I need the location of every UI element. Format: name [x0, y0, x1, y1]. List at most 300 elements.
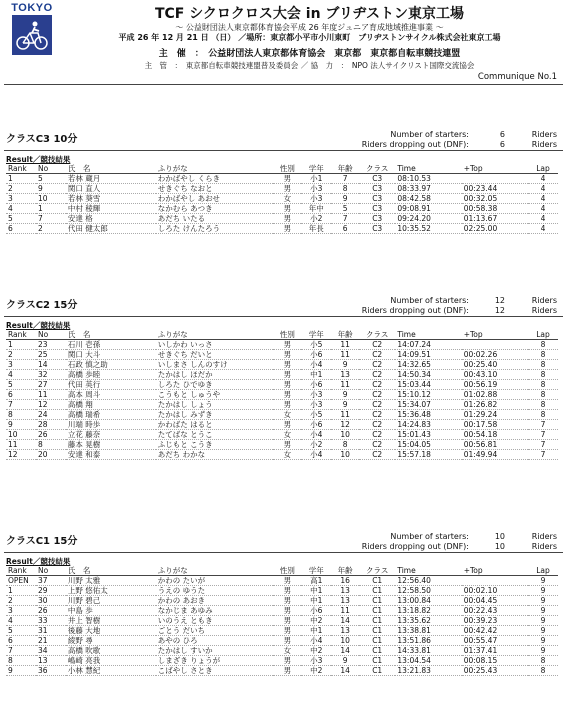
cell-age: 7: [331, 174, 359, 184]
cell-plus-top: [462, 174, 528, 184]
cell-rank: 6: [6, 636, 36, 646]
riders-unit: Riders: [531, 140, 557, 149]
cell-rank: 4: [6, 204, 36, 214]
cell-gender: 男: [273, 204, 301, 214]
column-header-class: クラス: [359, 330, 395, 340]
cell-grade: 小3: [301, 656, 331, 666]
cell-age: 6: [331, 224, 359, 234]
cell-time: 14:24.83: [395, 420, 461, 430]
cell-no: 30: [36, 596, 66, 606]
cell-time: 13:21.83: [395, 666, 461, 676]
cell-name: 川野 碧己: [66, 596, 156, 606]
cell-rank: 6: [6, 224, 36, 234]
cell-name: 藤本 晃樹: [66, 440, 156, 450]
cell-gender: 男: [273, 626, 301, 636]
column-header-kana: ふりがな: [156, 330, 274, 340]
cell-age: 9: [331, 400, 359, 410]
cell-time: 08:42.58: [395, 194, 461, 204]
cell-name: 関口 大斗: [66, 350, 156, 360]
cell-age: 9: [331, 360, 359, 370]
cell-lap: 7: [528, 420, 558, 430]
cell-age: 14: [331, 666, 359, 676]
cell-rank: 1: [6, 340, 36, 350]
cell-no: 37: [36, 576, 66, 586]
cell-grade: 小6: [301, 606, 331, 616]
cell-grade: 中1: [301, 626, 331, 636]
cell-gender: 男: [273, 606, 301, 616]
cell-plus-top: 00:39.23: [462, 616, 528, 626]
cell-gender: 男: [273, 666, 301, 676]
table-row: [6, 430, 558, 440]
cell-gender: 男: [273, 224, 301, 234]
cell-kana: かわの あおき: [156, 596, 274, 606]
cell-plus-top: 02:25.00: [462, 224, 528, 234]
cell-rank: 2: [6, 350, 36, 360]
column-header-age: 年齢: [331, 330, 359, 340]
cell-kana: わかばやし くらき: [156, 174, 274, 184]
cell-kana: いしかわ いっさ: [156, 340, 274, 350]
cell-grade: 小6: [301, 420, 331, 430]
column-header-age: 年齢: [331, 566, 359, 576]
cell-rank: 9: [6, 666, 36, 676]
cell-class: C1: [359, 636, 395, 646]
result-label: Result／競技結果: [6, 557, 71, 566]
table-header-row: [6, 566, 558, 576]
starters-label: Number of starters:: [390, 532, 469, 541]
table-row: [6, 626, 558, 636]
cell-lap: 9: [528, 596, 558, 606]
cell-rank: 3: [6, 360, 36, 370]
header-divider: [4, 84, 563, 85]
table-row: [6, 174, 558, 184]
date-venue: 平成 26 年 12 月 21 日 （日） ／場所：東京都小平市小川東町 ブリヂストンサイクル株式会社東京工場: [118, 33, 501, 42]
table-row: [6, 616, 558, 626]
cell-name: 高橋 瑞希: [66, 410, 156, 420]
cell-grade: 小3: [301, 390, 331, 400]
cell-kana: うえの ゆうた: [156, 586, 274, 596]
cell-class: C2: [359, 420, 395, 430]
cell-gender: 男: [273, 616, 301, 626]
column-header-rank: Rank: [6, 566, 36, 576]
column-header-name: 氏 名: [66, 164, 156, 174]
cell-kana: なかむら あつき: [156, 204, 274, 214]
table-row: [6, 370, 558, 380]
cell-rank: 8: [6, 410, 36, 420]
cell-plus-top: 00:25.43: [462, 666, 528, 676]
cell-time: 15:57.18: [395, 450, 461, 460]
cell-rank: 9: [6, 420, 36, 430]
cell-no: 31: [36, 626, 66, 636]
cell-kana: ごとう だいち: [156, 626, 274, 636]
cell-class: C2: [359, 400, 395, 410]
cell-kana: たてばな とうこ: [156, 430, 274, 440]
cell-kana: せきぐち なおと: [156, 184, 274, 194]
cell-class: C2: [359, 370, 395, 380]
cell-gender: 女: [273, 194, 301, 204]
cell-lap: 7: [528, 430, 558, 440]
cell-age: 13: [331, 370, 359, 380]
cell-time: 15:04.05: [395, 440, 461, 450]
cell-age: 9: [331, 656, 359, 666]
cell-rank: 1: [6, 174, 36, 184]
cell-time: 13:51.86: [395, 636, 461, 646]
cell-plus-top: 00:56.81: [462, 440, 528, 450]
organizers: 主 催 ： 公益財団法人東京都体育協会 東京都 東京都自転車競技連盟: [158, 49, 461, 59]
cell-grade: 中2: [301, 646, 331, 656]
cell-time: 14:32.65: [395, 360, 461, 370]
cell-time: 14:07.24: [395, 340, 461, 350]
cell-name: 井上 智樹: [66, 616, 156, 626]
cell-age: 12: [331, 420, 359, 430]
table-row: [6, 194, 558, 204]
column-header-grade: 学年: [301, 164, 331, 174]
cell-rank: 8: [6, 656, 36, 666]
column-header-rank: Rank: [6, 330, 36, 340]
cell-age: 11: [331, 350, 359, 360]
cell-grade: 小5: [301, 410, 331, 420]
cell-rank: 5: [6, 214, 36, 224]
table-row: [6, 596, 558, 606]
cell-class: C1: [359, 596, 395, 606]
table-row: [6, 586, 558, 596]
cell-no: 33: [36, 616, 66, 626]
cell-no: 24: [36, 410, 66, 420]
cell-class: C1: [359, 666, 395, 676]
starters-line: [257, 130, 557, 140]
cell-name: 中村 稜輝: [66, 204, 156, 214]
cell-rank: 3: [6, 606, 36, 616]
cell-grade: 小4: [301, 450, 331, 460]
cell-lap: 8: [528, 390, 558, 400]
cell-rank: 4: [6, 616, 36, 626]
dnf-count: 10: [494, 542, 505, 551]
cell-rank: 11: [6, 440, 36, 450]
cell-plus-top: 00:56.19: [462, 380, 528, 390]
cell-plus-top: [462, 340, 528, 350]
cell-plus-top: 00:23.44: [462, 184, 528, 194]
cell-gender: 男: [273, 596, 301, 606]
table-row: [6, 360, 558, 370]
cell-gender: 男: [273, 586, 301, 596]
cell-gender: 男: [273, 390, 301, 400]
starters-line: [257, 296, 557, 306]
column-header-no: No: [36, 330, 66, 340]
cell-plus-top: 00:22.43: [462, 606, 528, 616]
cell-time: 15:03.44: [395, 380, 461, 390]
cell-grade: 小3: [301, 400, 331, 410]
cell-name: 立花 藤奈: [66, 430, 156, 440]
cell-lap: 4: [528, 224, 558, 234]
cell-no: 34: [36, 646, 66, 656]
cell-age: 13: [331, 586, 359, 596]
cell-lap: 4: [528, 194, 558, 204]
cell-kana: あだち わかな: [156, 450, 274, 460]
logo-text: TOKYO: [11, 2, 53, 14]
cell-age: 10: [331, 636, 359, 646]
cell-kana: いのうえ ともき: [156, 616, 274, 626]
cell-name: 小林 慧紀: [66, 666, 156, 676]
table-row: [6, 214, 558, 224]
cell-grade: 中2: [301, 616, 331, 626]
cell-time: 13:04.54: [395, 656, 461, 666]
class-title: クラスC3 10分: [6, 134, 78, 145]
cell-name: 石政 慎之助: [66, 360, 156, 370]
event-subtitle: ～ 公益財団法人東京都体育協会平成 26 年度ジュニア育成地域推進事業 ～: [175, 23, 444, 32]
starters-count: 6: [499, 130, 505, 139]
cell-no: 11: [36, 390, 66, 400]
cell-time: 08:33.97: [395, 184, 461, 194]
column-header-name: 氏 名: [66, 566, 156, 576]
cell-rank: 1: [6, 586, 36, 596]
cell-age: 13: [331, 626, 359, 636]
cell-age: 7: [331, 214, 359, 224]
cell-class: C2: [359, 440, 395, 450]
cell-no: 1: [36, 204, 66, 214]
cell-plus-top: [462, 576, 528, 586]
cell-lap: 8: [528, 400, 558, 410]
cell-kana: たかはし しょう: [156, 400, 274, 410]
cell-time: 14:09.51: [395, 350, 461, 360]
starters-count: 12: [494, 296, 505, 305]
cell-name: 若林 葵雪: [66, 194, 156, 204]
result-label: Result／競技結果: [6, 321, 71, 330]
cell-time: 12:56.40: [395, 576, 461, 586]
cell-time: 15:01.43: [395, 430, 461, 440]
cell-name: 代田 英行: [66, 380, 156, 390]
cell-lap: 9: [528, 576, 558, 586]
cell-age: 11: [331, 380, 359, 390]
cell-plus-top: 00:42.42: [462, 626, 528, 636]
cell-plus-top: 01:37.41: [462, 646, 528, 656]
cell-grade: 年長: [301, 224, 331, 234]
cell-time: 08:10.53: [395, 174, 461, 184]
column-header-grade: 学年: [301, 566, 331, 576]
cell-rank: 2: [6, 184, 36, 194]
cell-no: 12: [36, 400, 66, 410]
cell-class: C3: [359, 194, 395, 204]
cell-time: 13:35.62: [395, 616, 461, 626]
cell-class: C1: [359, 626, 395, 636]
results-table: [6, 164, 558, 234]
cell-no: 28: [36, 420, 66, 430]
cell-grade: 小3: [301, 194, 331, 204]
table-header-row: [6, 164, 558, 174]
cell-plus-top: 00:02.10: [462, 586, 528, 596]
cell-gender: 女: [273, 430, 301, 440]
cell-kana: かわばた はると: [156, 420, 274, 430]
starters-line: [257, 532, 557, 542]
cell-kana: ふじもと こうき: [156, 440, 274, 450]
cell-age: 5: [331, 204, 359, 214]
cell-time: 14:50.34: [395, 370, 461, 380]
column-header-time: Time: [395, 164, 461, 174]
cell-rank: 10: [6, 430, 36, 440]
cell-class: C2: [359, 410, 395, 420]
cell-grade: 小1: [301, 174, 331, 184]
dnf-count: 6: [499, 140, 505, 149]
table-row: [6, 340, 558, 350]
cell-lap: 4: [528, 174, 558, 184]
cell-plus-top: 00:54.18: [462, 430, 528, 440]
class-title: クラスC2 15分: [6, 300, 78, 311]
cell-name: 代田 健太郎: [66, 224, 156, 234]
table-row: [6, 606, 558, 616]
riders-unit: Riders: [531, 130, 557, 139]
cell-lap: 7: [528, 440, 558, 450]
cell-lap: 9: [528, 586, 558, 596]
cell-plus-top: 01:02.88: [462, 390, 528, 400]
cell-class: C3: [359, 184, 395, 194]
cell-time: 10:35.52: [395, 224, 461, 234]
column-header-gender: 性別: [273, 164, 301, 174]
cell-name: 石川 壱孫: [66, 340, 156, 350]
starters-label: Number of starters:: [390, 130, 469, 139]
column-header-lap: Lap: [528, 164, 558, 174]
cell-no: 7: [36, 214, 66, 224]
cell-gender: 男: [273, 214, 301, 224]
table-row: [6, 224, 558, 234]
cell-grade: 小6: [301, 380, 331, 390]
column-header-rank: Rank: [6, 164, 36, 174]
cell-age: 11: [331, 340, 359, 350]
cell-grade: 小4: [301, 636, 331, 646]
cell-lap: 7: [528, 450, 558, 460]
cell-grade: 中1: [301, 370, 331, 380]
table-row: [6, 400, 558, 410]
column-header-plus-top: +Top: [462, 330, 528, 340]
cell-time: 13:00.84: [395, 596, 461, 606]
cell-no: 9: [36, 184, 66, 194]
cell-kana: しろた けんたろう: [156, 224, 274, 234]
column-header-time: Time: [395, 330, 461, 340]
cell-gender: 男: [273, 340, 301, 350]
cell-grade: 小2: [301, 440, 331, 450]
cell-class: C3: [359, 204, 395, 214]
cell-kana: あだち いたる: [156, 214, 274, 224]
cell-kana: こうもと しゅうや: [156, 390, 274, 400]
table-row: [6, 666, 558, 676]
cell-no: 32: [36, 370, 66, 380]
cell-plus-top: 01:29.24: [462, 410, 528, 420]
cyclist-icon: [12, 15, 52, 55]
cell-gender: 男: [273, 370, 301, 380]
cell-grade: 小4: [301, 360, 331, 370]
cell-kana: こばやし さとき: [156, 666, 274, 676]
cell-class: C2: [359, 340, 395, 350]
cell-age: 8: [331, 440, 359, 450]
cell-gender: 男: [273, 350, 301, 360]
riders-unit: Riders: [531, 542, 557, 551]
cell-plus-top: 00:02.26: [462, 350, 528, 360]
cell-lap: 8: [528, 340, 558, 350]
communique-number: Communique No.1: [477, 72, 557, 82]
cell-name: 高本 周斗: [66, 390, 156, 400]
results-table: [6, 330, 558, 460]
cell-lap: 8: [528, 380, 558, 390]
cell-name: 中島 歩: [66, 606, 156, 616]
cell-rank: 3: [6, 194, 36, 204]
cell-plus-top: 01:26.82: [462, 400, 528, 410]
column-header-gender: 性別: [273, 566, 301, 576]
cell-class: C2: [359, 350, 395, 360]
column-header-no: No: [36, 164, 66, 174]
cell-time: 14:33.81: [395, 646, 461, 656]
table-row: [6, 656, 558, 666]
cell-no: 21: [36, 636, 66, 646]
starters-count: 10: [494, 532, 505, 541]
cell-lap: 9: [528, 616, 558, 626]
cell-rank: 5: [6, 626, 36, 636]
cell-no: 5: [36, 174, 66, 184]
riders-unit: Riders: [531, 532, 557, 541]
column-header-lap: Lap: [528, 330, 558, 340]
cell-gender: 男: [273, 400, 301, 410]
cell-age: 10: [331, 430, 359, 440]
cell-class: C1: [359, 606, 395, 616]
cell-age: 14: [331, 646, 359, 656]
cooperation: 主 管 ： 東京都自転車競技連盟普及委員会 ／ 協 力 ： NPO 法人サイクリスト国際交流協会: [144, 61, 475, 70]
cell-gender: 男: [273, 656, 301, 666]
table-row: [6, 350, 558, 360]
column-header-gender: 性別: [273, 330, 301, 340]
cell-grade: 年中: [301, 204, 331, 214]
dnf-count: 12: [494, 306, 505, 315]
cell-rank: 12: [6, 450, 36, 460]
dnf-label: Riders dropping out (DNF):: [361, 140, 469, 149]
cell-grade: 中1: [301, 596, 331, 606]
cell-name: 嶋崎 亮我: [66, 656, 156, 666]
cell-class: C3: [359, 224, 395, 234]
cell-gender: 男: [273, 420, 301, 430]
cell-plus-top: 00:58.38: [462, 204, 528, 214]
cell-time: 15:10.12: [395, 390, 461, 400]
cell-no: 20: [36, 450, 66, 460]
cell-lap: 8: [528, 410, 558, 420]
cell-gender: 男: [273, 636, 301, 646]
dnf-line: [257, 306, 557, 316]
cell-no: 8: [36, 440, 66, 450]
tokyo-logo: [9, 2, 55, 55]
dnf-line: [257, 542, 557, 552]
cell-class: C3: [359, 174, 395, 184]
cell-class: C2: [359, 450, 395, 460]
cell-class: C3: [359, 214, 395, 224]
table-row: [6, 410, 558, 420]
cell-no: 13: [36, 656, 66, 666]
column-header-class: クラス: [359, 566, 395, 576]
cell-rank: 6: [6, 390, 36, 400]
cell-age: 11: [331, 410, 359, 420]
cell-class: C2: [359, 430, 395, 440]
cell-grade: 中1: [301, 586, 331, 596]
cell-kana: たかはし みずき: [156, 410, 274, 420]
cell-gender: 女: [273, 450, 301, 460]
cell-name: 後藤 大地: [66, 626, 156, 636]
cell-name: 安達 和泰: [66, 450, 156, 460]
table-row: [6, 380, 558, 390]
cell-class: C1: [359, 586, 395, 596]
dnf-label: Riders dropping out (DNF):: [361, 306, 469, 315]
cell-name: 高橋 歩睦: [66, 370, 156, 380]
cell-time: 12:58.50: [395, 586, 461, 596]
cell-time: 13:38.81: [395, 626, 461, 636]
cell-kana: あやの ひろ: [156, 636, 274, 646]
event-title: TCF シクロクロス大会 in ブリヂストン東京工場: [154, 6, 465, 22]
cell-lap: 9: [528, 606, 558, 616]
cell-grade: 中2: [301, 666, 331, 676]
cell-name: 若林 蔵月: [66, 174, 156, 184]
cell-kana: しまざき りょうが: [156, 656, 274, 666]
